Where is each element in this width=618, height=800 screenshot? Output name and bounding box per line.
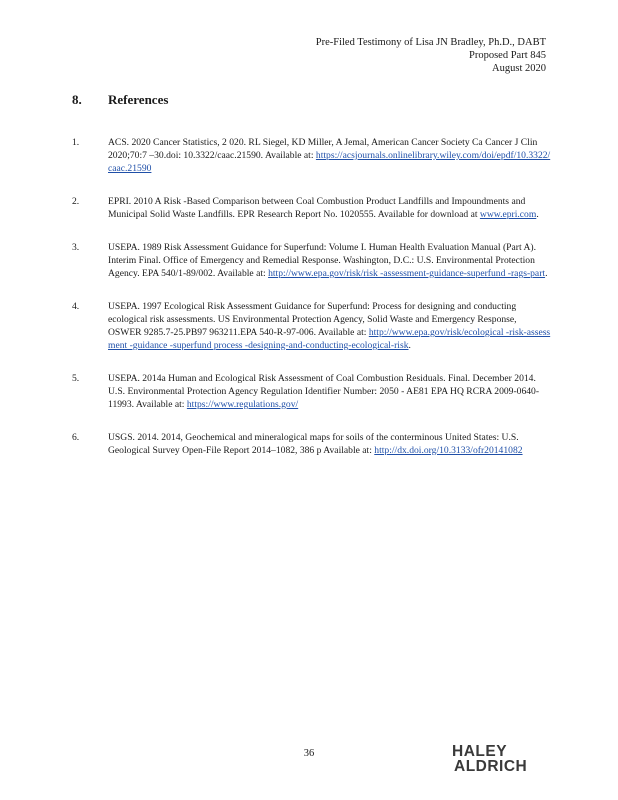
reference-text: USEPA. 2014a Human and Ecological Risk Assessment of Coal Combustion Residuals. Final. December 2014. U.S. Environmental Protection Agency Regulation Identifier Number: 2050 - AE81 EPA HQ RCRA 2009-0640-11993. Available at:: [108, 373, 540, 410]
section-number: 8.: [72, 92, 82, 107]
reference-item: [72, 372, 552, 411]
logo-line-1: HALEY: [452, 743, 508, 760]
reference-number: 5.: [72, 373, 80, 384]
document-header: [316, 36, 546, 75]
reference-item: [72, 241, 552, 280]
reference-link[interactable]: https://www.regulations.gov/: [186, 399, 299, 410]
reference-link[interactable]: http://www.epa.gov/risk/ecological -risk-assessment -guidance -superfund process -designing-and-conducting-ecological-risk: [108, 327, 551, 351]
haley-aldrich-logo: [452, 744, 527, 774]
section-heading: [72, 92, 168, 108]
reference-link[interactable]: www.epri.com: [479, 209, 537, 220]
reference-item: [72, 195, 552, 221]
section-title: References: [108, 92, 169, 107]
header-subtitle: Proposed Part 845: [469, 50, 546, 61]
reference-tail: .: [545, 268, 548, 279]
reference-text: EPRI. 2010 A Risk -Based Comparison between Coal Combustion Product Landfills and Impoundments and Municipal Solid Waste Landfills. EPR Research Report No. 1020555. Available for download at: [108, 196, 526, 220]
reference-text: USEPA. 1997 Ecological Risk Assessment Guidance for Superfund: Process for designing and conducting ecological risk assessments. US Environmental Protection Agency, Solid Waste and Emergency Response, OSWER 9285.7-25.PB97 963211.EPA 540-R-97-006. Available at:: [108, 301, 517, 338]
reference-number: 2.: [72, 196, 80, 207]
reference-item: [72, 136, 552, 175]
reference-text: USGS. 2014. 2014, Geochemical and mineralogical maps for soils of the conterminous United States: U.S. Geological Survey Open-File Report 2014–1082, 386 p Available at:: [108, 432, 519, 456]
reference-number: 4.: [72, 301, 80, 312]
reference-text: ACS. 2020 Cancer Statistics, 2 020. RL Siegel, KD Miller, A Jemal, American Cancer Society Ca Cancer J Clin 2020;70:7 –30.doi: 10.3322/caac.21590. Available at:: [108, 137, 538, 161]
reference-link[interactable]: https://acsjournals.onlinelibrary.wiley.com/doi/epdf/10.3322/caac.21590: [108, 150, 551, 174]
reference-tail: .: [536, 209, 539, 220]
reference-list: [72, 136, 552, 477]
reference-number: 3.: [72, 242, 80, 253]
page-number: 36: [303, 748, 315, 759]
header-title: Pre-Filed Testimony of Lisa JN Bradley, Ph.D., DABT: [315, 37, 546, 48]
reference-number: 6.: [72, 432, 80, 443]
reference-item: [72, 431, 552, 457]
header-date: August 2020: [492, 63, 546, 74]
logo-line-2: ALDRICH: [454, 758, 528, 775]
reference-number: 1.: [72, 137, 80, 148]
reference-item: [72, 300, 552, 352]
reference-tail: .: [408, 340, 411, 351]
reference-text: USEPA. 1989 Risk Assessment Guidance for Superfund: Volume I. Human Health Evaluation Manual (Part A). Interim Final. Office of Emergency and Remedial Response. Washington, D.C.: U.S. Environmental Protection Agency. EPA 540/1-89/002. Available at:: [108, 242, 537, 279]
reference-link[interactable]: http://www.epa.gov/risk/risk -assessment-guidance-superfund -rags-part: [268, 268, 546, 279]
reference-link[interactable]: http://dx.doi.org/10.3133/ofr20141082: [374, 445, 523, 456]
